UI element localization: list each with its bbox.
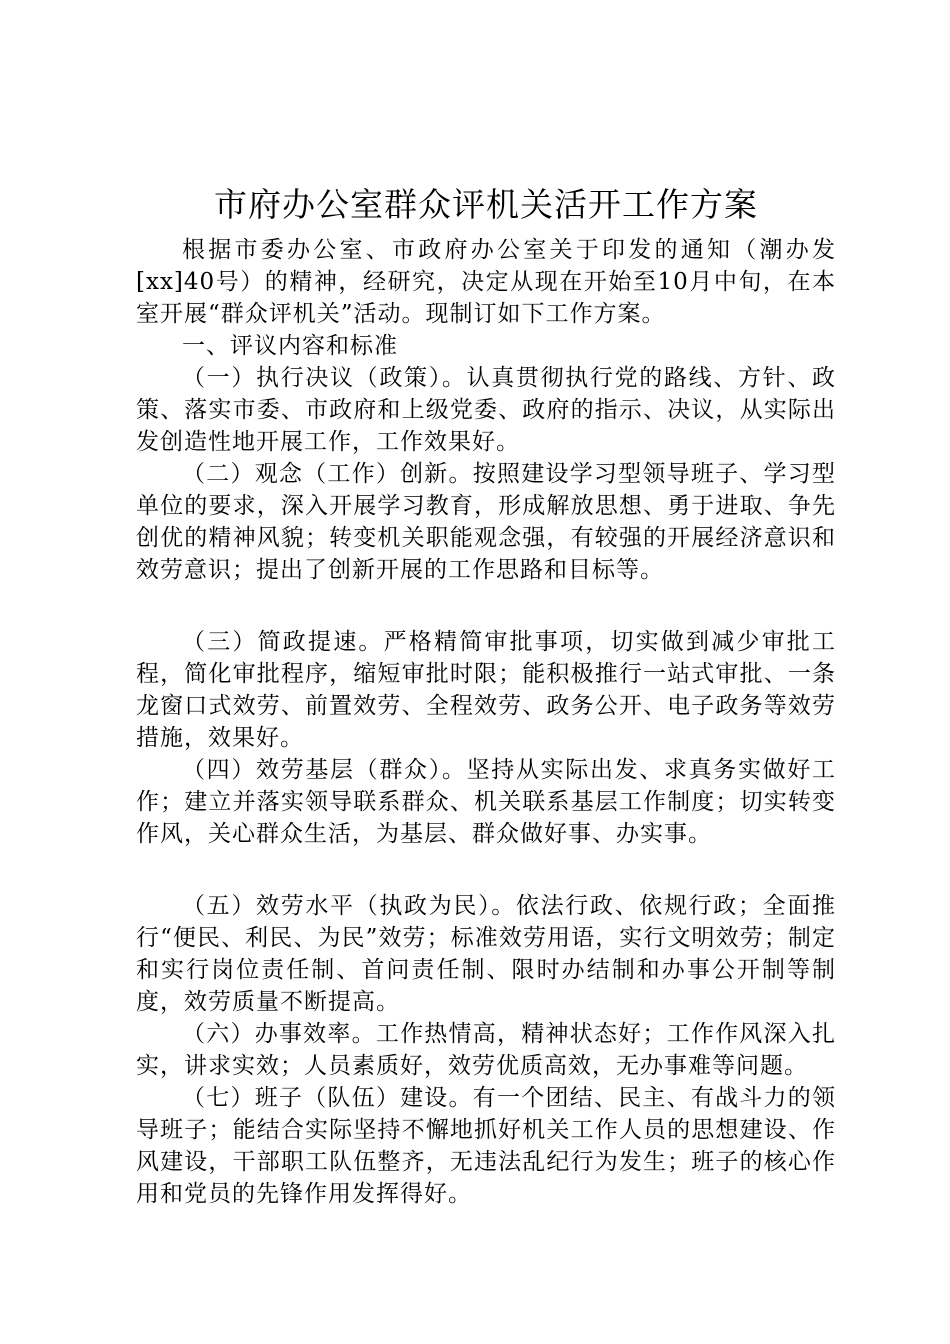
document-page (136, 180, 836, 1210)
intro-paragraph: 根据市委办公室、市政府办公室关于印发的通知（潮办发[xx]40号）的精神，经研究，决定从现在开始至10月中旬，在本室开展“群众评机关”活动。现制订如下工作方案。 (136, 237, 836, 327)
item-paragraph-4: （四）效劳基层（群众）。坚持从实际出发、求真务实做好工作；建立并落实领导联系群众、机关联系基层工作制度；切实转变作风，关心群众生活，为基层、群众做好事、办实事。 (136, 757, 836, 847)
item-paragraph-2: （二）观念（工作）创新。按照建设学习型领导班子、学习型单位的要求，深入开展学习教育，形成解放思想、勇于进取、争先创优的精神风貌；转变机关职能观念强，有较强的开展经济意识和效劳意识；提出了创新开展的工作思路和目标等。 (136, 461, 836, 583)
item-paragraph-3: （三）简政提速。严格精简审批事项，切实做到减少审批工程，简化审批程序，缩短审批时限；能积极推行一站式审批、一条龙窗口式效劳、前置效劳、全程效劳、政务公开、电子政务等效劳措施，效果好。 (136, 629, 836, 751)
document-title: 市府办公室群众评机关活开工作方案 (214, 185, 758, 224)
section-heading: 一、评议内容和标准 (182, 333, 398, 359)
item-paragraph-1: （一）执行决议（政策）。认真贯彻执行党的路线、方针、政策、落实市委、市政府和上级党委、政府的指示、决议，从实际出发创造性地开展工作，工作效果好。 (136, 365, 836, 455)
item-paragraph-6: （六）办事效率。工作热情高，精神状态好；工作作风深入扎实，讲求实效；人员素质好，效劳优质高效，无办事难等问题。 (136, 1021, 836, 1079)
item-paragraph-7: （七）班子（队伍）建设。有一个团结、民主、有战斗力的领导班子；能结合实际坚持不懈地抓好机关工作人员的思想建设、作风建设，干部职工队伍整齐，无违法乱纪行为发生；班子的核心作用和党员的先锋作用发挥得好。 (136, 1085, 836, 1207)
item-paragraph-5: （五）效劳水平（执政为民）。依法行政、依规行政；全面推行“便民、利民、为民”效劳；标准效劳用语，实行文明效劳；制定和实行岗位责任制、首问责任制、限时办结制和办事公开制等制度，效劳质量不断提高。 (136, 893, 836, 1015)
